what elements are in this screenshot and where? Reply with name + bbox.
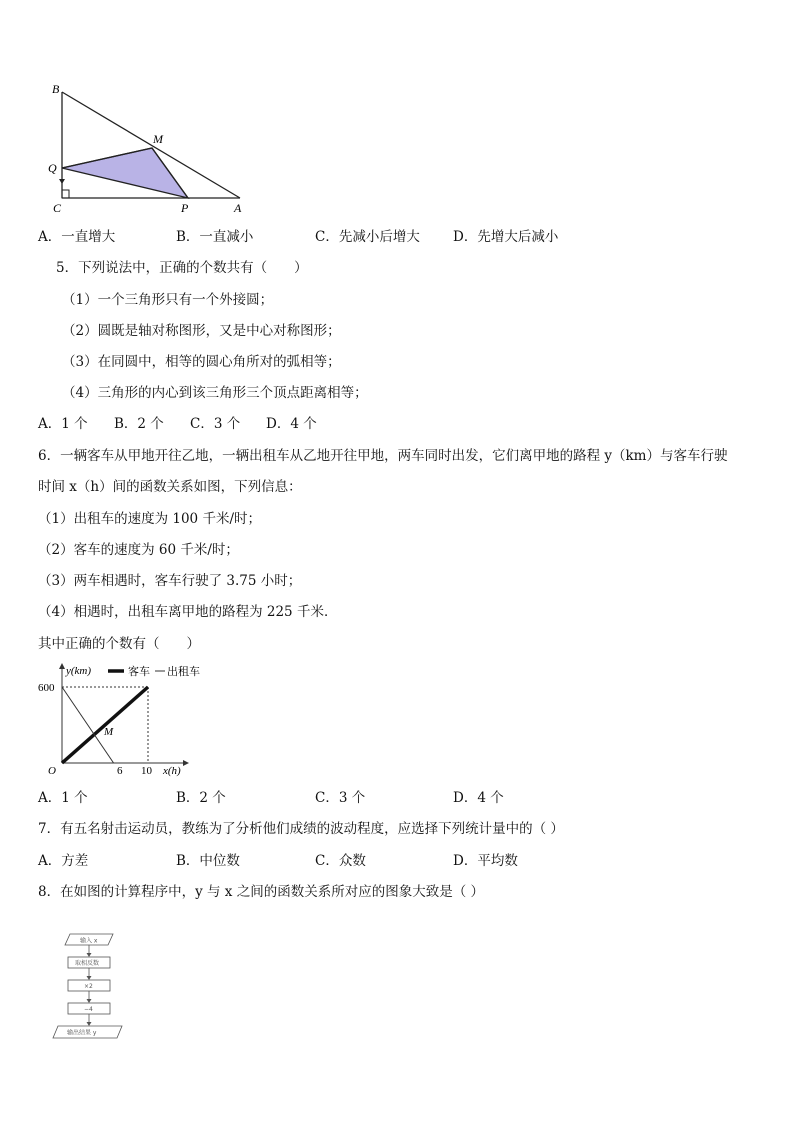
flow-multiply-text: ×2: [84, 983, 93, 990]
q4-option-a[interactable]: A．一直增大: [38, 229, 116, 245]
label-m: M: [153, 132, 163, 146]
q4-option-b[interactable]: B．一直减小: [176, 229, 254, 245]
q5-stem: 5．下列说法中，正确的个数共有（ ）: [56, 260, 308, 276]
x-tick-10: 10: [141, 765, 152, 777]
distance-time-graph: [38, 658, 228, 783]
flow-arrowhead-4: [87, 1022, 92, 1026]
flow-arrowhead-1: [87, 953, 92, 957]
q7-option-a[interactable]: A．方差: [38, 853, 89, 869]
q7-stem: 7．有五名射击运动员，教练为了分析他们成绩的波动程度，应选择下列统计量中的（ ）: [38, 821, 564, 837]
flow-input-text: 输入 x: [80, 937, 98, 945]
y-tick-600: 600: [38, 682, 55, 694]
q6-option-c[interactable]: C．3 个: [315, 790, 366, 806]
x-axis-label: x(h): [163, 765, 181, 777]
origin-label: O: [48, 765, 56, 777]
q6-stem-line1: 6．一辆客车从甲地开往乙地，一辆出租车从乙地开往甲地，两车同时出发，它们离甲地的路程 y（km）与客车行驶: [38, 448, 728, 464]
q5-option-d[interactable]: D．4 个: [266, 416, 317, 432]
flow-arrowhead-2: [87, 976, 92, 980]
up-arrow-icon: [59, 179, 65, 184]
q6-item-2: （2）客车的速度为 60 千米/时；: [38, 542, 239, 558]
q8-stem: 8．在如图的计算程序中，y 与 x 之间的函数关系所对应的图象大致是（ ）: [38, 884, 484, 900]
calculation-flowchart: [50, 930, 130, 1042]
q5-item-2: （2）圆既是轴对称图形，又是中心对称图形；: [62, 323, 341, 339]
right-angle-mark: [62, 190, 69, 198]
q6-option-a[interactable]: A．1 个: [38, 790, 88, 806]
q5-item-4: （4）三角形的内心到该三角形三个顶点距离相等；: [62, 385, 368, 401]
q7-option-c[interactable]: C．众数: [315, 853, 366, 869]
q6-question: 其中正确的个数有（ ）: [38, 636, 200, 652]
label-a: A: [234, 201, 242, 215]
q6-item-3: （3）两车相遇时，客车行驶了 3.75 小时；: [38, 573, 302, 589]
flow-arrowhead-3: [87, 999, 92, 1003]
legend-taxi-label: 出租车: [167, 665, 200, 678]
triangle-figure: [40, 80, 260, 220]
flow-negate-text: 取相反数: [75, 960, 100, 967]
flow-output-text: 输出结果 y: [67, 1029, 97, 1037]
q7-option-d[interactable]: D．平均数: [453, 853, 518, 869]
flow-subtract-text: −4: [84, 1006, 93, 1013]
label-p: P: [181, 201, 189, 215]
q4-option-d[interactable]: D．先增大后减小: [453, 229, 559, 245]
q6-stem-line2: 时间 x（h）间的函数关系如图，下列信息：: [38, 479, 302, 495]
q6-option-b[interactable]: B．2 个: [176, 790, 226, 806]
q4-option-c[interactable]: C．先减小后增大: [315, 229, 420, 245]
q6-option-d[interactable]: D．4 个: [453, 790, 504, 806]
q6-item-4: （4）相遇时，出租车离甲地的路程为 225 千米．: [38, 604, 338, 620]
q6-item-1: （1）出租车的速度为 100 千米/时；: [38, 511, 261, 527]
x-tick-6: 6: [117, 765, 123, 777]
label-c: C: [53, 201, 62, 215]
y-axis-label: y(km): [66, 665, 92, 677]
q5-item-3: （3）在同圆中，相等的圆心角所对的弧相等；: [62, 354, 341, 370]
q5-option-a[interactable]: A．1 个: [38, 416, 88, 432]
q7-option-b[interactable]: B．中位数: [176, 853, 240, 869]
q5-option-b[interactable]: B．2 个: [114, 416, 164, 432]
label-b: B: [52, 82, 60, 96]
legend-bus-label: 客车: [128, 665, 150, 678]
point-m-label: M: [104, 726, 114, 738]
q5-item-1: （1）一个三角形只有一个外接圆；: [62, 292, 274, 308]
q5-option-c[interactable]: C．3 个: [190, 416, 241, 432]
label-q: Q: [48, 161, 57, 175]
bus-series-line: [62, 687, 148, 763]
